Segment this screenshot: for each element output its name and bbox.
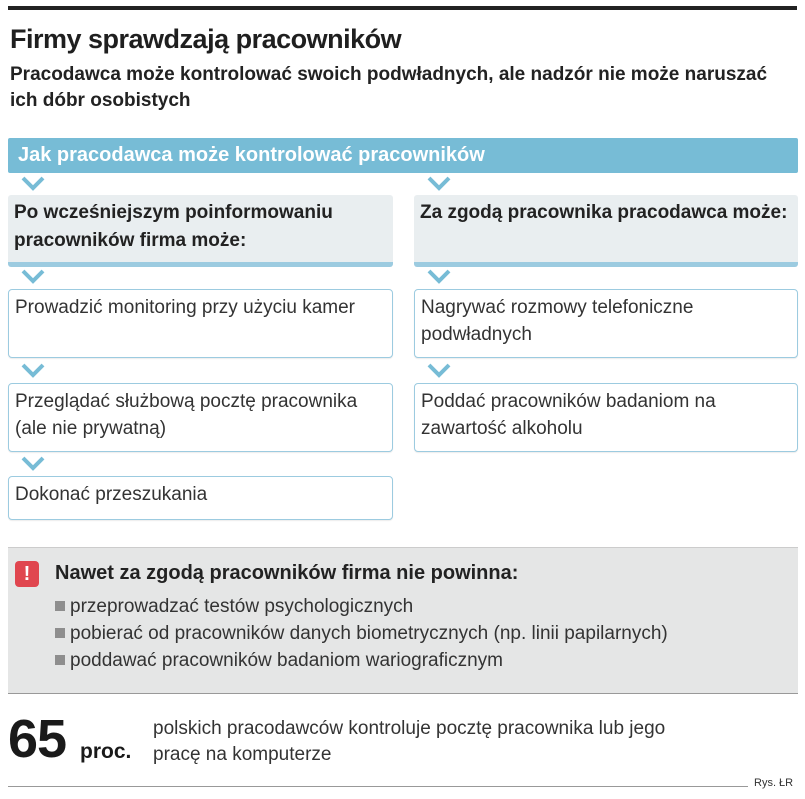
exclamation-icon: ! <box>15 561 39 587</box>
chevron-down-icon <box>426 175 452 193</box>
left-item-2-text: Przeglądać służbową pocztę pracownika (ale nie prywatną) <box>15 391 358 439</box>
warning-list-item <box>55 648 503 674</box>
warning-item-text: przeprowadzać testów psychologicznych <box>70 596 414 617</box>
stat-description: polskich pracodawców kontroluje pocztę pracownika lub jego pracę na komputerze <box>153 718 666 765</box>
bullet-square-icon <box>55 655 65 665</box>
top-rule <box>8 6 797 10</box>
bullet-square-icon <box>55 628 65 638</box>
chevron-down-icon <box>426 268 452 286</box>
right-item-1-text: Nagrywać rozmowy telefoniczne podwładnych <box>421 297 694 345</box>
left-column-heading <box>8 195 393 267</box>
chevron-down-icon <box>20 175 46 193</box>
chevron-down-icon <box>20 268 46 286</box>
page-subtitle: Pracodawca może kontrolować swoich podwładnych, ale nadzór nie może naruszać ich dóbr osobistych <box>10 64 768 111</box>
chevron-down-icon <box>426 362 452 380</box>
chevron-down-icon <box>20 362 46 380</box>
bottom-rule <box>8 786 748 787</box>
left-item-3 <box>8 476 393 520</box>
main-header-bar <box>8 138 798 173</box>
chevron-down-icon <box>20 455 46 473</box>
stat-number: 65 <box>8 709 67 769</box>
right-column-heading-text: Za zgodą pracownika pracodawca może: <box>420 202 788 223</box>
left-item-1-text: Prowadzić monitoring przy użyciu kamer <box>15 297 356 318</box>
right-item-2 <box>414 383 798 452</box>
left-item-1 <box>8 289 393 358</box>
left-item-3-text: Dokonać przeszukania <box>15 484 208 505</box>
page-title: Firmy sprawdzają pracowników <box>10 24 402 54</box>
main-header-label: Jak pracodawca może kontrolować pracowników <box>18 144 485 166</box>
warning-item-text: pobierać od pracowników danych biometrycznych (np. linii papilarnych) <box>70 623 668 644</box>
stat-unit: proc. <box>80 740 132 763</box>
warning-item-text: poddawać pracowników badaniom wariograficznym <box>70 650 503 671</box>
warning-list-item <box>55 594 413 620</box>
warning-title: Nawet za zgodą pracowników firma nie powinna: <box>55 562 519 584</box>
left-column-heading-text: Po wcześniejszym poinformowaniu pracowników firma może: <box>14 202 333 251</box>
right-item-1 <box>414 289 798 358</box>
credit: Rys. ŁR <box>754 777 794 789</box>
left-item-2 <box>8 383 393 452</box>
right-column-heading <box>414 195 798 267</box>
warning-list-item <box>55 621 668 647</box>
right-item-2-text: Poddać pracowników badaniom na zawartość alkoholu <box>421 391 716 439</box>
bullet-square-icon <box>55 601 65 611</box>
